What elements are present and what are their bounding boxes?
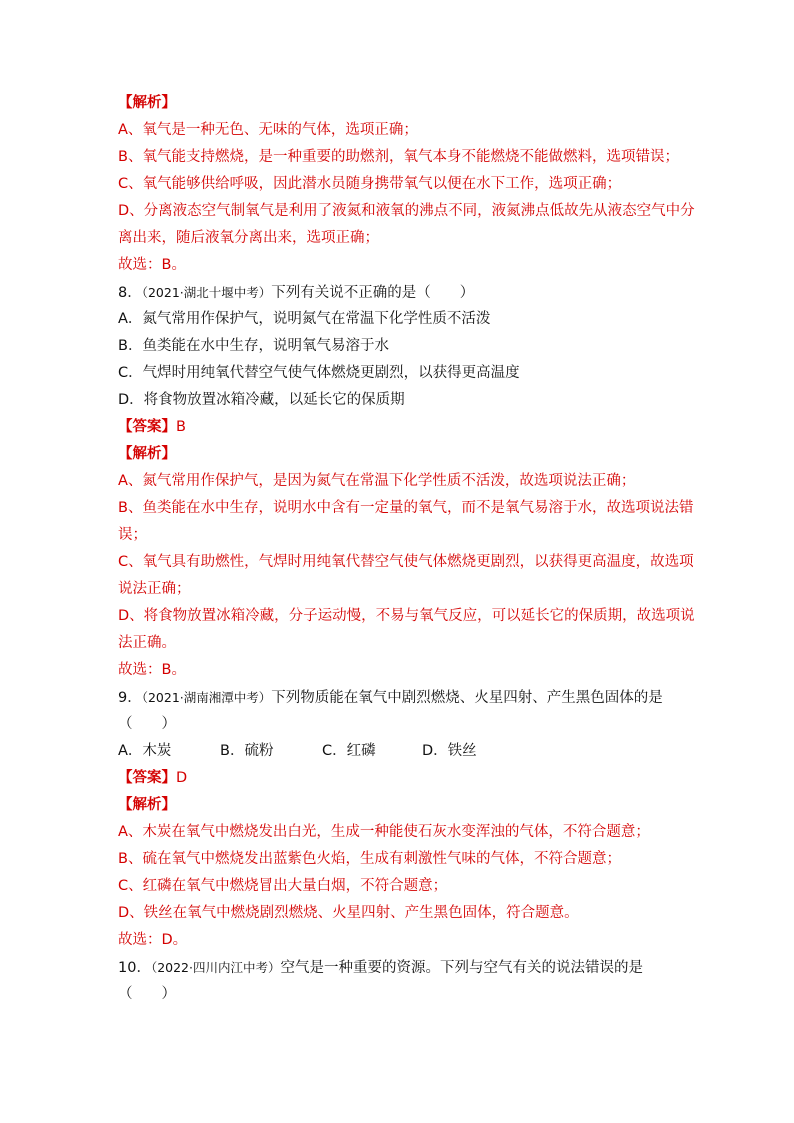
q7-analysis-heading: 【解析】: [118, 95, 176, 111]
q8-stem: [118, 279, 678, 306]
q9-analysis-line: D、铁丝在氧气中燃烧剧烈燃烧、火星四射、产生黑色固体，符合题意。: [118, 905, 579, 921]
q8-stem-text: 下列有关说不正确的是（ ）: [271, 285, 475, 301]
q9-option-b: B．硫粉: [220, 743, 274, 759]
q9-stem-cont: （ ）: [118, 716, 176, 732]
q8-analysis-line: 说法正确；: [118, 581, 191, 597]
q7-analysis-line: C、氧气能够供给呼吸，因此潜水员随身携带氧气以便在水下工作，选项正确；: [118, 176, 622, 192]
q9-source: （2021·湖南湘潭中考）: [141, 690, 272, 705]
q9-stem-text: 下列物质能在氧气中剧烈燃烧、火星四射、产生黑色固体的是: [271, 690, 663, 706]
q7-choice: 故选：B。: [118, 257, 186, 273]
q8-analysis-line: C、氧气具有助燃性，气焊时用纯氧代替空气使气体燃烧更剧烈，以获得更高温度，故选项: [118, 554, 694, 570]
q8-analysis-line: B、鱼类能在水中生存，说明水中含有一定量的氧气，而不是氧气易溶于水，故选项说法错: [118, 500, 694, 516]
q8-source: （2021·湖北十堰中考）: [141, 285, 272, 300]
q10-stem-text: 空气是一种重要的资源。下列与空气有关的说法错误的是: [280, 960, 643, 976]
q8-answer-value: B: [176, 419, 186, 435]
q7-analysis-line: A、氧气是一种无色、无味的气体，选项正确；: [118, 122, 418, 138]
q9-answer-label: 【答案】: [118, 770, 176, 786]
q8-option-a: A．氮气常用作保护气，说明氮气在常温下化学性质不活泼: [118, 311, 491, 327]
q9-options: [118, 738, 678, 765]
q10-number: 10．: [118, 960, 151, 976]
q9-answer-value: D: [176, 770, 188, 786]
q8-analysis-line: D、将食物放置冰箱冷藏，分子运动慢，不易与氧气反应，可以延长它的保质期，故选项说: [118, 608, 695, 624]
q9-analysis-line: B、硫在氧气中燃烧发出蓝紫色火焰，生成有刺激性气味的气体，不符合题意；: [118, 851, 621, 867]
q9-analysis-heading: 【解析】: [118, 797, 176, 813]
q9-option-a: A．木炭: [118, 743, 172, 759]
q8-analysis-heading: 【解析】: [118, 446, 176, 462]
q8-analysis-line: 法正确。: [118, 635, 176, 651]
q10-stem: [118, 954, 678, 981]
q9-analysis-line: A、木炭在氧气中燃烧发出白光，生成一种能使石灰水变浑浊的气体，不符合题意；: [118, 824, 650, 840]
q7-analysis-line: 离出来，随后液氧分离出来，选项正确；: [118, 230, 379, 246]
q8-option-d: D．将食物放置冰箱冷藏，以延长它的保质期: [118, 392, 405, 408]
q8-option-b: B．鱼类能在水中生存，说明氧气易溶于水: [118, 338, 389, 354]
q9-choice: 故选：D。: [118, 932, 188, 948]
q8-analysis-line: A、氮气常用作保护气，是因为氮气在常温下化学性质不活泼，故选项说法正确；: [118, 473, 636, 489]
q7-analysis-line: D、分离液态空气制氧气是利用了液氮和液氧的沸点不同，液氮沸点低故先从液态空气中分: [118, 203, 695, 219]
q7-analysis-line: B、氧气能支持燃烧，是一种重要的助燃剂，氧气本身不能燃烧不能做燃料，选项错误；: [118, 149, 679, 165]
q9-number: 9．: [118, 690, 142, 706]
q8-number: 8．: [118, 285, 142, 301]
q8-analysis-line: 误；: [118, 527, 147, 543]
q9-analysis-line: C、红磷在氧气中燃烧冒出大量白烟，不符合题意；: [118, 878, 448, 894]
document-page: [118, 90, 695, 1008]
q8-option-c: C．气焊时用纯氧代替空气使气体燃烧更剧烈，以获得更高温度: [118, 365, 520, 381]
q10-stem-cont: （ ）: [118, 986, 176, 1002]
q8-answer: [118, 414, 678, 441]
q8-answer-label: 【答案】: [118, 419, 176, 435]
q8-choice: 故选：B。: [118, 662, 186, 678]
q10-source: （2022·四川内江中考）: [150, 960, 281, 975]
q9-option-d: D．铁丝: [422, 743, 477, 759]
q9-answer: [118, 765, 678, 792]
q9-option-c: C．红磷: [322, 743, 376, 759]
q9-stem: [118, 684, 678, 711]
